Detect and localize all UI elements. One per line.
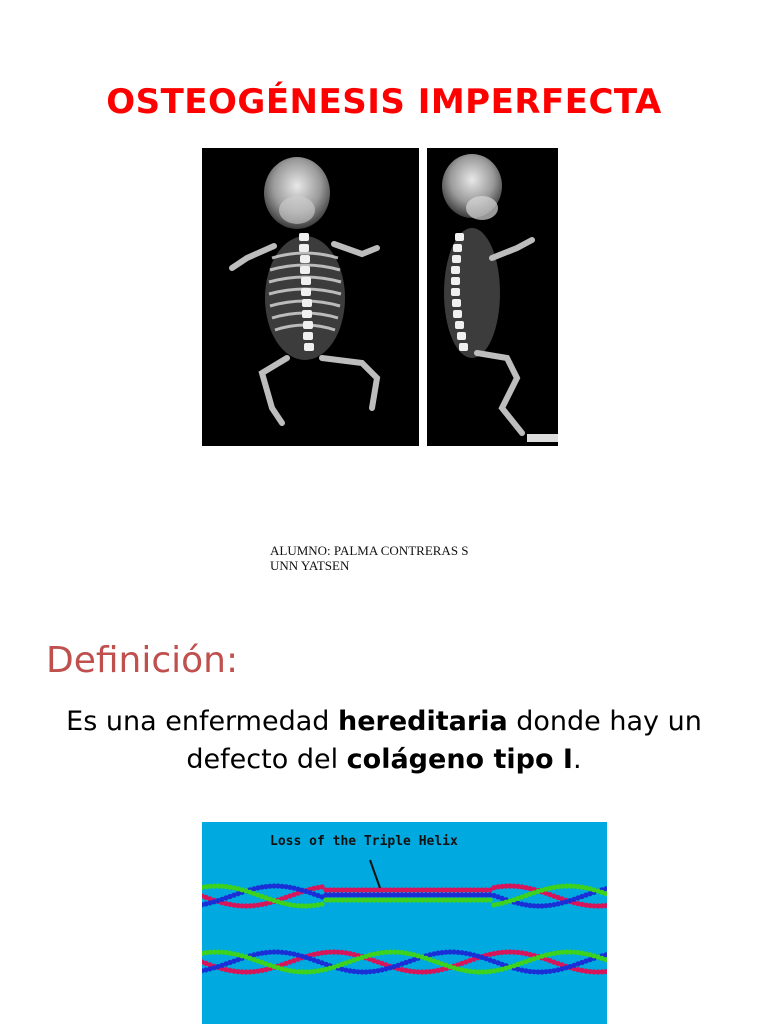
label-pointer-line <box>370 860 380 888</box>
helix-strand-normal <box>202 949 607 974</box>
student-info <box>270 543 469 573</box>
definition-text-part3: . <box>572 744 582 775</box>
xray-side-view-image <box>427 148 558 446</box>
xray-front-view-image <box>202 148 419 446</box>
definition-text-part2: donde hay un defecto del <box>186 706 702 775</box>
definition-text <box>20 703 748 779</box>
triple-helix-label: Loss of the Triple Helix <box>270 834 458 849</box>
definition-text-part1: Es una enfermedad <box>66 706 339 737</box>
student-name-line2: UNN YATSEN <box>270 558 350 573</box>
slide-title: OSTEOGÉNESIS IMPERFECTA <box>106 82 662 122</box>
student-name-line1: ALUMNO: PALMA CONTRERAS S <box>270 543 469 558</box>
definition-text-bold-collagen: colágeno tipo I <box>346 744 573 775</box>
definition-heading: Definición: <box>46 640 239 681</box>
helix-strand-damaged <box>202 883 607 908</box>
triple-helix-figure <box>202 822 607 1024</box>
definition-text-bold-hereditaria: hereditaria <box>338 706 508 737</box>
